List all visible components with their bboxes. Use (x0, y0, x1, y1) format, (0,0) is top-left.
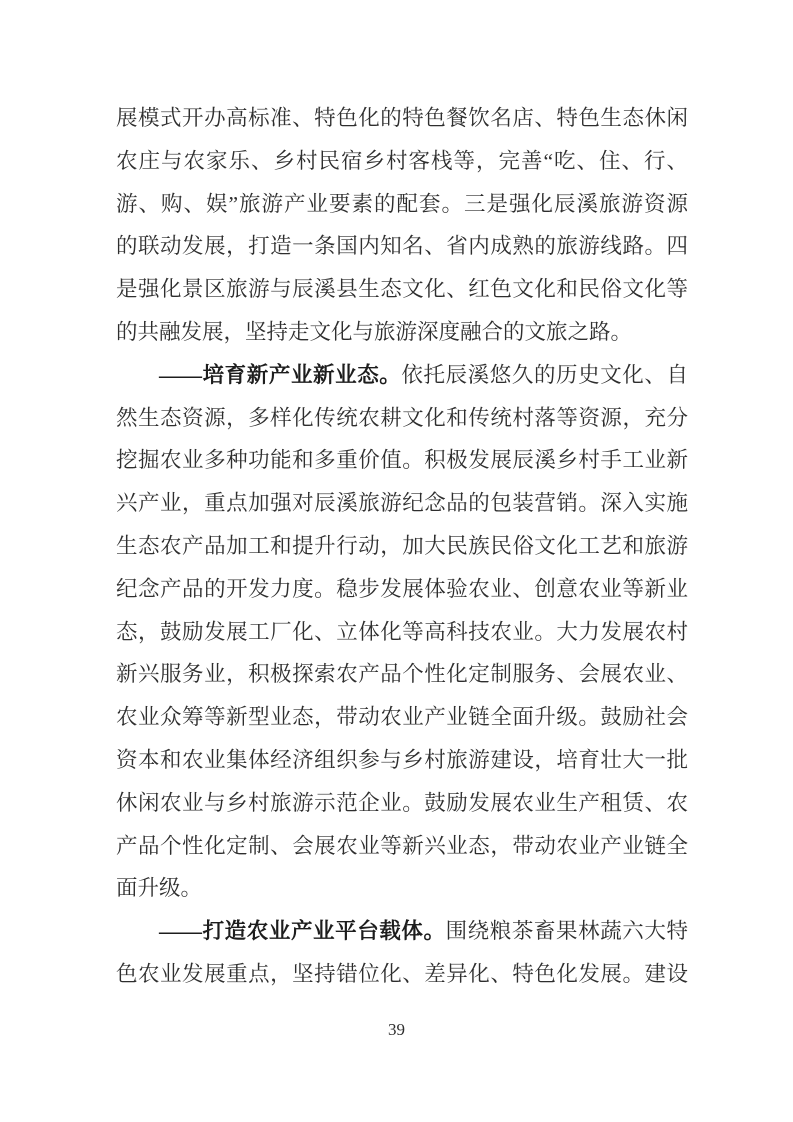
text-line-11: 生态农产品加工和提升行动，加大民族民俗文化工艺和旅游 (116, 533, 688, 558)
text-line-13: 态，鼓励发展工厂化、立体化等高科技农业。大力发展农村 (116, 619, 688, 644)
page-number: 39 (388, 1020, 405, 1039)
paragraph-lead: ——打造农业产业平台载体。 (159, 919, 446, 944)
text-line-5: 是强化景区旅游与辰溪县生态文化、红色文化和民俗文化等 (116, 277, 688, 302)
text-line-10: 兴产业，重点加强对辰溪旅游纪念品的包装营销。深入实施 (116, 491, 688, 516)
text-line-21: 色农业发展重点，坚持错位化、差异化、特色化发展。建设 (116, 961, 688, 986)
text-line-12: 纪念产品的开发力度。稳步发展体验农业、创意农业等新业 (116, 576, 688, 601)
text-line-1: 展模式开办高标准、特色化的特色餐饮名店、特色生态休闲 (116, 106, 688, 130)
text-line-15: 农业众筹等新型业态，带动农业产业链全面升级。鼓励社会 (116, 705, 688, 730)
text-line-6: 的共融发展，坚持走文化与旅游深度融合的文旅之路。 (116, 319, 633, 344)
text-line-7: ——培育新产业新业态。依托辰溪悠久的历史文化、自 (159, 362, 688, 387)
text-line-8: 然生态资源，多样化传统农耕文化和传统村落等资源，充分 (116, 405, 688, 430)
text-line-20: ——打造农业产业平台载体。围绕粮茶畜果林蔬六大特 (159, 919, 688, 944)
text-line-14: 新兴服务业，积极探索农产品个性化定制服务、会展农业、 (116, 662, 688, 687)
text-line-9: 挖掘农业多种功能和多重价值。积极发展辰溪乡村手工业新 (116, 448, 688, 473)
text-line-18: 产品个性化定制、会展农业等新兴业态，带动农业产业链全 (116, 833, 688, 858)
text-line-4: 的联动发展，打造一条国内知名、省内成熟的旅游线路。四 (116, 234, 688, 259)
text-line-3: 游、购、娱”旅游产业要素的配套。三是强化辰溪旅游资源 (116, 191, 688, 216)
paragraph-lead: ——培育新产业新业态。 (159, 362, 402, 387)
document-body (116, 97, 688, 996)
text-line-17: 休闲农业与乡村旅游示范企业。鼓励发展农业生产租赁、农 (116, 790, 688, 815)
text-line-2: 农庄与农家乐、乡村民宿乡村客栈等，完善“吃、住、行、 (116, 148, 688, 173)
text-line-19: 面升级。 (116, 876, 203, 901)
text-line-16: 资本和农业集体经济组织参与乡村旅游建设，培育壮大一批 (116, 747, 688, 772)
